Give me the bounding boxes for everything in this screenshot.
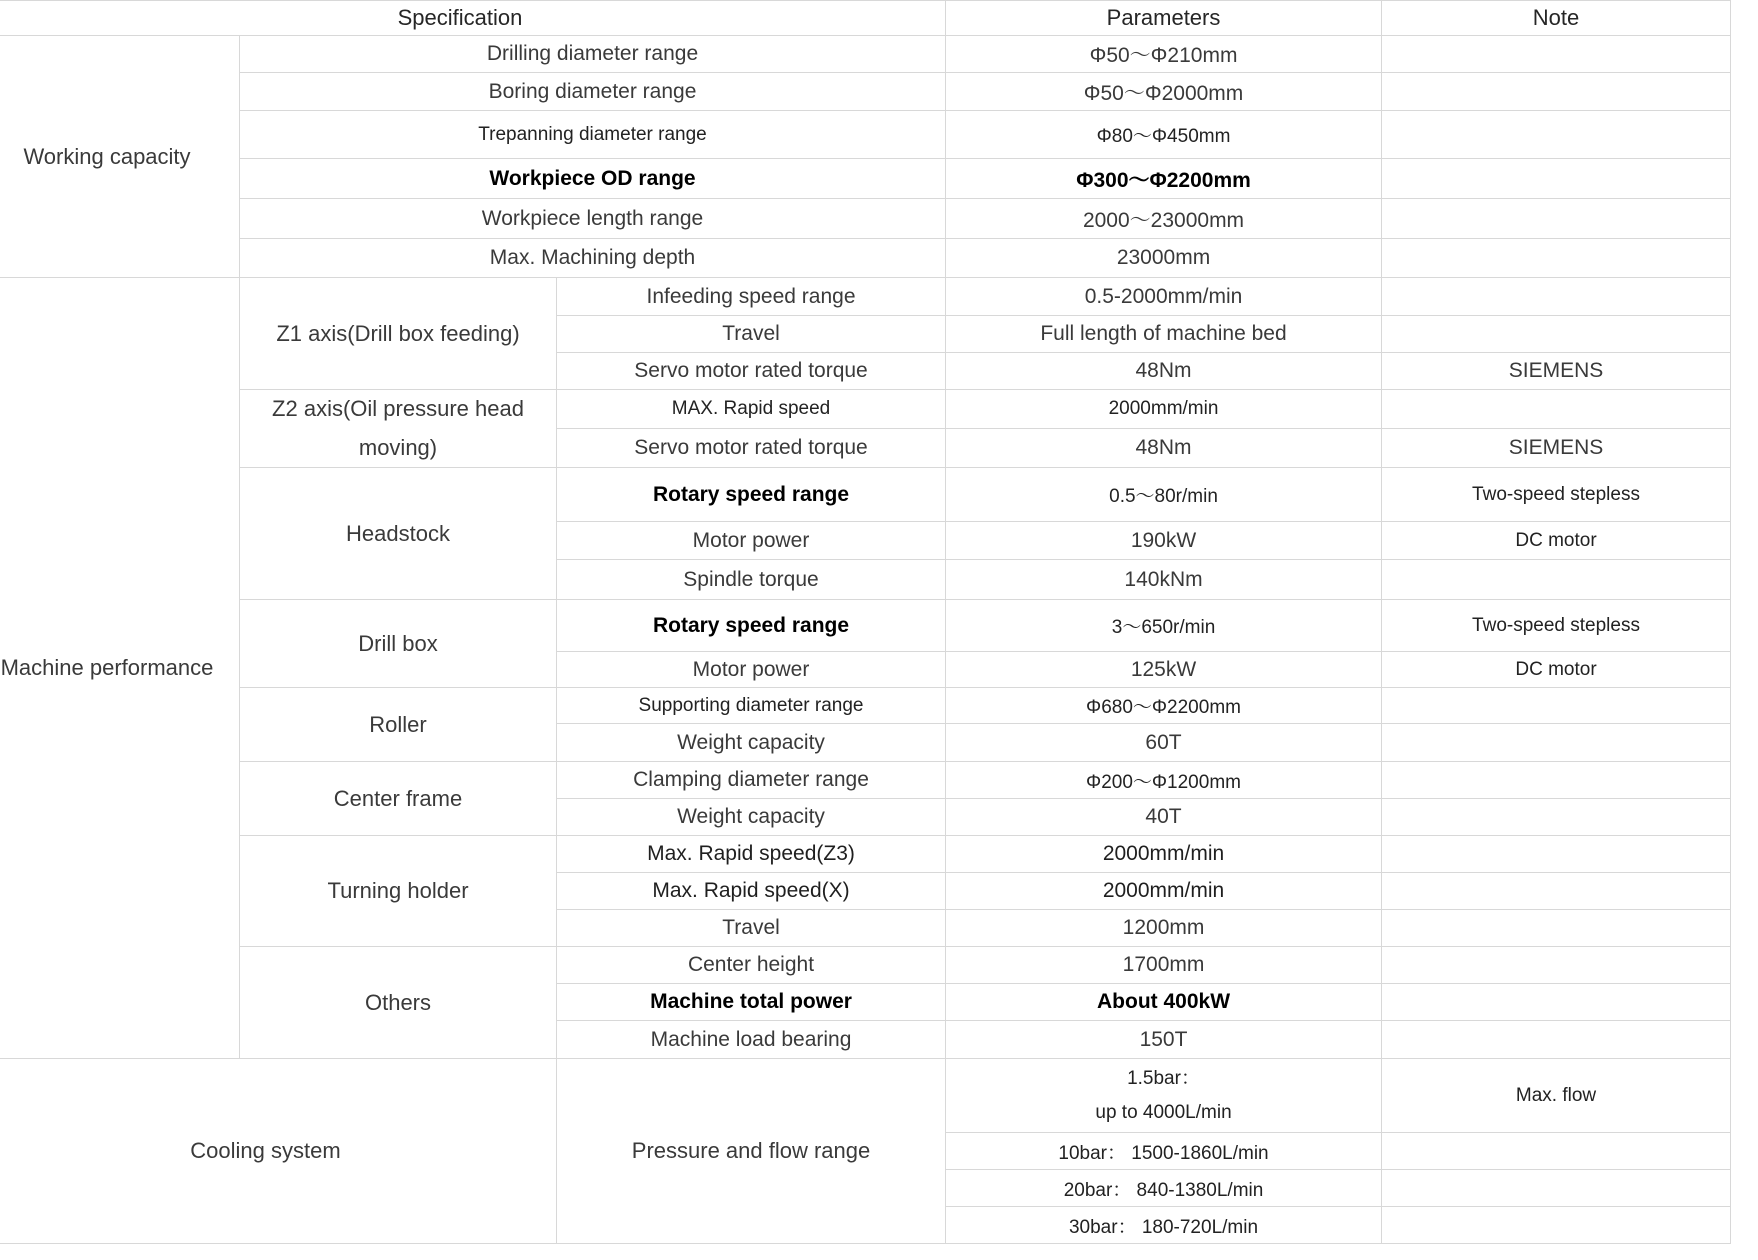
spec-machine-load-bearing: Machine load bearing [557, 1021, 946, 1059]
param-drillbox-rotary-speed: 3～650r/min [946, 600, 1382, 652]
table-row [0, 468, 1731, 522]
param-roller-weight-capacity: 60T [946, 724, 1382, 762]
table-row [0, 390, 1731, 429]
param-drilling-diameter: Φ50～Φ210mm [946, 36, 1382, 73]
param-headstock-rotary-speed: 0.5～80r/min [946, 468, 1382, 522]
param-infeeding-speed: 0.5-2000mm/min [946, 278, 1382, 316]
spec-max-machining-depth: Max. Machining depth [240, 239, 946, 278]
param-turning-rapid-z3: 2000mm/min [946, 836, 1382, 873]
col-header-specification: Specification [0, 1, 946, 36]
table-row [0, 111, 1731, 159]
note-cell [1382, 278, 1731, 316]
note-cell [1382, 111, 1731, 159]
table-row [0, 1059, 1731, 1133]
col-header-parameters: Parameters [946, 1, 1382, 36]
subcategory-roller: Roller [240, 688, 557, 762]
subcategory-pressure-flow-range: Pressure and flow range [557, 1059, 946, 1244]
note-cell [1382, 873, 1731, 910]
note-cell [1382, 688, 1731, 724]
subcategory-others: Others [240, 947, 557, 1059]
table-row [0, 947, 1731, 984]
table-row [0, 278, 1731, 316]
param-turning-travel: 1200mm [946, 910, 1382, 947]
spec-center-height: Center height [557, 947, 946, 984]
spec-spindle-torque: Spindle torque [557, 560, 946, 600]
spec-roller-supporting-diameter: Supporting diameter range [557, 688, 946, 724]
note-max-flow: Max. flow [1382, 1059, 1731, 1133]
table-row [0, 836, 1731, 873]
note-headstock-motor-power: DC motor [1382, 522, 1731, 560]
table-row [0, 762, 1731, 799]
category-machine-performance: Machine performance [0, 278, 240, 1059]
note-z2-servo-torque: SIEMENS [1382, 429, 1731, 468]
spec-trepanning-diameter: Trepanning diameter range [240, 111, 946, 159]
note-cell [1382, 799, 1731, 836]
note-cell [1382, 73, 1731, 111]
param-drillbox-motor-power: 125kW [946, 652, 1382, 688]
param-centerframe-weight-capacity: 40T [946, 799, 1382, 836]
param-trepanning-diameter: Φ80～Φ450mm [946, 111, 1382, 159]
param-z1-travel: Full length of machine bed [946, 316, 1382, 353]
spec-z1-servo-torque: Servo motor rated torque [557, 353, 946, 390]
subcategory-drill-box: Drill box [240, 600, 557, 688]
param-flow-1-5bar-line2: up to 4000L/min [1095, 1101, 1232, 1123]
spec-workpiece-length: Workpiece length range [240, 199, 946, 239]
param-z2-max-rapid-speed: 2000mm/min [946, 390, 1382, 429]
param-flow-20bar: 20bar： 840-1380L/min [946, 1170, 1382, 1207]
subcategory-turning-holder: Turning holder [240, 836, 557, 947]
spec-turning-travel: Travel [557, 910, 946, 947]
category-working-capacity: Working capacity [0, 36, 240, 278]
subcategory-z2-axis: Z2 axis(Oil pressure head moving) [240, 390, 557, 468]
subcategory-z1-axis: Z1 axis(Drill box feeding) [240, 278, 557, 390]
spec-centerframe-weight-capacity: Weight capacity [557, 799, 946, 836]
header-row [0, 1, 1731, 36]
note-drillbox-rotary-speed: Two-speed stepless [1382, 600, 1731, 652]
note-cell [1382, 36, 1731, 73]
param-centerframe-clamping-diameter: Φ200～Φ1200mm [946, 762, 1382, 799]
spec-z2-max-rapid-speed: MAX. Rapid speed [557, 390, 946, 429]
spec-turning-rapid-z3: Max. Rapid speed(Z3) [557, 836, 946, 873]
spec-infeeding-speed: Infeeding speed range [557, 278, 946, 316]
param-turning-rapid-x: 2000mm/min [946, 873, 1382, 910]
param-workpiece-od: Φ300～Φ2200mm [946, 159, 1382, 199]
spec-drillbox-rotary-speed: Rotary speed range [557, 600, 946, 652]
param-boring-diameter: Φ50～Φ2000mm [946, 73, 1382, 111]
note-cell [1382, 836, 1731, 873]
note-drillbox-motor-power: DC motor [1382, 652, 1731, 688]
table-row [0, 159, 1731, 199]
spec-workpiece-od: Workpiece OD range [240, 159, 946, 199]
spec-turning-rapid-x: Max. Rapid speed(X) [557, 873, 946, 910]
param-center-height: 1700mm [946, 947, 1382, 984]
note-z1-servo-torque: SIEMENS [1382, 353, 1731, 390]
param-max-machining-depth: 23000mm [946, 239, 1382, 278]
note-cell [1382, 1133, 1731, 1170]
spec-centerframe-clamping-diameter: Clamping diameter range [557, 762, 946, 799]
subcategory-headstock: Headstock [240, 468, 557, 600]
spec-machine-total-power: Machine total power [557, 984, 946, 1021]
note-cell [1382, 1170, 1731, 1207]
note-cell [1382, 762, 1731, 799]
param-flow-10bar: 10bar： 1500-1860L/min [946, 1133, 1382, 1170]
subcategory-center-frame: Center frame [240, 762, 557, 836]
note-cell [1382, 910, 1731, 947]
note-cell [1382, 947, 1731, 984]
param-spindle-torque: 140kNm [946, 560, 1382, 600]
spec-drilling-diameter: Drilling diameter range [240, 36, 946, 73]
param-machine-total-power: About 400kW [946, 984, 1382, 1021]
spec-headstock-rotary-speed: Rotary speed range [557, 468, 946, 522]
table-row [0, 600, 1731, 652]
note-cell [1382, 724, 1731, 762]
note-cell [1382, 1207, 1731, 1244]
param-flow-30bar: 30bar： 180-720L/min [946, 1207, 1382, 1244]
note-cell [1382, 239, 1731, 278]
note-cell [1382, 316, 1731, 353]
spec-roller-weight-capacity: Weight capacity [557, 724, 946, 762]
col-header-note: Note [1382, 1, 1731, 36]
spec-z1-travel: Travel [557, 316, 946, 353]
spec-drillbox-motor-power: Motor power [557, 652, 946, 688]
note-cell [1382, 159, 1731, 199]
spec-z2-servo-torque: Servo motor rated torque [557, 429, 946, 468]
note-cell [1382, 560, 1731, 600]
note-cell [1382, 199, 1731, 239]
param-machine-load-bearing: 150T [946, 1021, 1382, 1059]
spec-boring-diameter: Boring diameter range [240, 73, 946, 111]
param-z2-servo-torque: 48Nm [946, 429, 1382, 468]
table-row [0, 688, 1731, 724]
param-z1-servo-torque: 48Nm [946, 353, 1382, 390]
param-flow-1-5bar-line1: 1.5bar： [1127, 1067, 1200, 1089]
spec-headstock-motor-power: Motor power [557, 522, 946, 560]
table-row [0, 199, 1731, 239]
param-roller-supporting-diameter: Φ680～Φ2200mm [946, 688, 1382, 724]
param-flow-1-5bar [946, 1059, 1382, 1133]
note-cell [1382, 1021, 1731, 1059]
table-row [0, 73, 1731, 111]
note-headstock-rotary-speed: Two-speed stepless [1382, 468, 1731, 522]
param-headstock-motor-power: 190kW [946, 522, 1382, 560]
note-cell [1382, 984, 1731, 1021]
table-row [0, 239, 1731, 278]
category-cooling-system: Cooling system [0, 1059, 557, 1244]
table-row [0, 36, 1731, 73]
param-workpiece-length: 2000～23000mm [946, 199, 1382, 239]
note-cell [1382, 390, 1731, 429]
